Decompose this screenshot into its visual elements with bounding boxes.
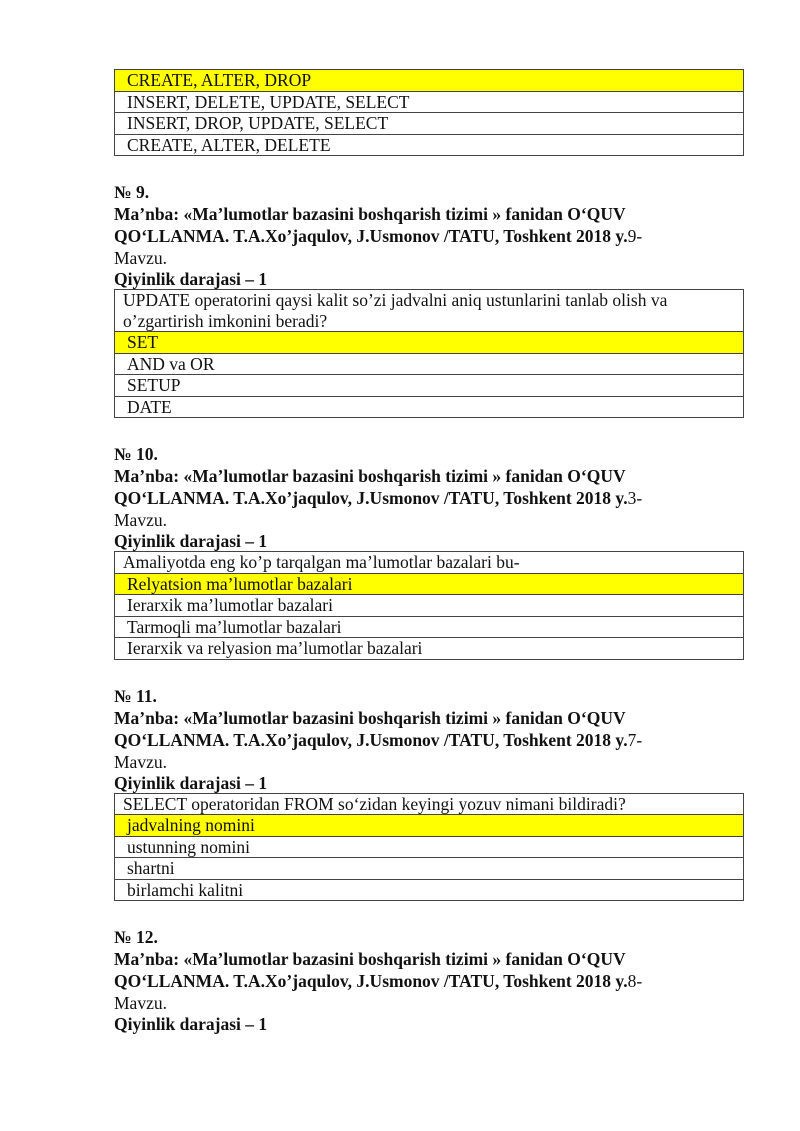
answer-option: AND va OR xyxy=(115,353,744,375)
answer-option-row xyxy=(115,396,744,418)
question-number: № 12. xyxy=(114,927,158,947)
topic-number: 8- xyxy=(627,971,643,991)
correct-answer-option: Relyatsion ma’lumotlar bazalari xyxy=(115,573,744,595)
question-table xyxy=(114,793,744,902)
answer-option: birlamchi kalitni xyxy=(115,879,744,901)
questions-container xyxy=(114,181,744,1034)
answer-option-row xyxy=(115,332,744,354)
question-source xyxy=(114,707,744,751)
correct-answer-option: SET xyxy=(115,332,744,354)
topic-label: Mavzu. xyxy=(114,751,167,772)
question-source xyxy=(114,203,744,247)
question-block xyxy=(114,181,744,418)
source-text: Ma’nba: «Ma’lumotlar bazasini boshqarish tizimi » fanidan O‘QUV QO‘LLANMA. T.A.Xo’jaqulov, J.Usmonov /TATU, Toshkent 2018 y. xyxy=(114,949,628,991)
answer-option-row xyxy=(115,573,744,595)
question-number: № 11. xyxy=(114,685,157,706)
answer-table-top xyxy=(114,69,744,156)
question-number: № 10. xyxy=(114,444,158,464)
answer-option-row xyxy=(115,113,744,135)
answer-option: shartni xyxy=(115,858,744,880)
answer-option-row xyxy=(115,638,744,660)
answer-option-row xyxy=(115,616,744,638)
question-block xyxy=(114,443,744,660)
question-row xyxy=(115,793,744,815)
topic-label: Mavzu. xyxy=(114,993,167,1013)
question-text: UPDATE operatorini qaysi kalit so’zi jadvalni aniq ustunlarini tanlab olish va o’zgartirish imkonini beradi? xyxy=(115,290,744,332)
correct-answer-option: jadvalning nomini xyxy=(115,815,744,837)
answer-option: ustunning nomini xyxy=(115,836,744,858)
source-text: Ma’nba: «Ma’lumotlar bazasini boshqarish tizimi » fanidan O‘QUV QO‘LLANMA. T.A.Xo’jaqulov, J.Usmonov /TATU, Toshkent 2018 y. xyxy=(114,707,628,750)
answer-option-row xyxy=(115,375,744,397)
answer-option-row xyxy=(115,353,744,375)
topic-number: 7- xyxy=(627,729,643,750)
document-page xyxy=(114,69,744,1034)
answer-option: SETUP xyxy=(115,375,744,397)
question-table xyxy=(114,551,744,660)
question-text: Amaliyotda eng ko’p tarqalgan ma’lumotlar bazalari bu- xyxy=(115,552,744,574)
answer-option: CREATE, ALTER, DELETE xyxy=(115,134,744,156)
topic-label: Mavzu. xyxy=(114,510,167,530)
answer-option-row xyxy=(115,595,744,617)
question-table xyxy=(114,289,744,418)
question-row xyxy=(115,552,744,574)
difficulty-level: Qiyinlik darajasi – 1 xyxy=(114,772,268,793)
answer-option-row xyxy=(115,70,744,92)
answer-option: INSERT, DELETE, UPDATE, SELECT xyxy=(115,91,744,113)
question-block xyxy=(114,926,744,1034)
answer-option: Ierarxik ma’lumotlar bazalari xyxy=(115,595,744,617)
answer-option-row xyxy=(115,879,744,901)
difficulty-level: Qiyinlik darajasi – 1 xyxy=(114,1014,268,1034)
answer-option-row xyxy=(115,858,744,880)
topic-label: Mavzu. xyxy=(114,248,167,268)
question-number: № 9. xyxy=(114,182,150,202)
answer-option: Tarmoqli ma’lumotlar bazalari xyxy=(115,616,744,638)
topic-number: 3- xyxy=(627,488,643,508)
answer-option: DATE xyxy=(115,396,744,418)
question-row xyxy=(115,290,744,332)
topic-number: 9- xyxy=(627,226,643,246)
question-block xyxy=(114,685,744,902)
question-source xyxy=(114,465,744,509)
answer-option-row xyxy=(115,815,744,837)
answer-option-row xyxy=(115,134,744,156)
answer-option-row xyxy=(115,91,744,113)
difficulty-level: Qiyinlik darajasi – 1 xyxy=(114,269,268,289)
answer-option-row xyxy=(115,836,744,858)
question-text: SELECT operatoridan FROM so‘zidan keyingi yozuv nimani bildiradi? xyxy=(115,793,744,815)
question-source xyxy=(114,948,744,992)
answer-option: INSERT, DROP, UPDATE, SELECT xyxy=(115,113,744,135)
answer-option: Ierarxik va relyasion ma’lumotlar bazalari xyxy=(115,638,744,660)
source-text: Ma’nba: «Ma’lumotlar bazasini boshqarish tizimi » fanidan O‘QUV QO‘LLANMA. T.A.Xo’jaqulov, J.Usmonov /TATU, Toshkent 2018 y. xyxy=(114,466,628,508)
source-text: Ma’nba: «Ma’lumotlar bazasini boshqarish tizimi » fanidan O‘QUV QO‘LLANMA. T.A.Xo’jaqulov, J.Usmonov /TATU, Toshkent 2018 y. xyxy=(114,204,628,246)
correct-answer-option: CREATE, ALTER, DROP xyxy=(115,70,744,92)
difficulty-level: Qiyinlik darajasi – 1 xyxy=(114,531,268,551)
